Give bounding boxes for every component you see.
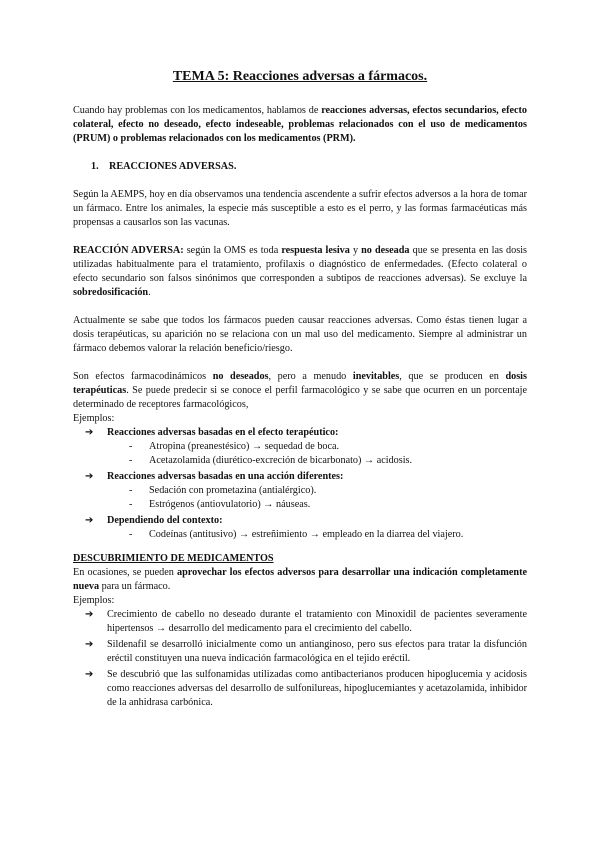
- list-item: [129, 498, 527, 512]
- paragraph-actualmente: Actualmente se sabe que todos los fármacos pueden causar reacciones adversas. Como éstas tienen lugar a dosis terapéuticas, su aparición no se relaciona con un mal uso del medicamento. Siempre al administrar un fármaco debemos valorar la relación beneficio/riesgo.: [73, 315, 527, 354]
- sub-item-text: Atropina (preanestésico) → sequedad de boca.: [149, 441, 340, 452]
- page-title: TEMA 5: Reacciones adversas a fármacos.: [172, 69, 428, 84]
- item-text: Crecimiento de cabello no deseado durante el tratamiento con Minoxidil de pacientes severamente hipertensos → desarrollo del medicamento para el crecimiento del cabello.: [107, 609, 527, 634]
- paragraph-aemps: Según la AEMPS, hoy en día observamos una tendencia ascendente a sufrir efectos adversos a la hora de tomar un fármaco. Entre los animales, la especie más susceptible a esto es el perro, y las formas farmacéuticas más propensas a causarlos son las vacunas.: [73, 189, 527, 228]
- paragraph-descubrimiento: [73, 566, 527, 594]
- arrow-bullet-icon: ➔: [85, 669, 94, 680]
- definition-text-1: según la OMS es toda: [183, 245, 282, 256]
- efectos-text-2: , pero a menudo: [268, 371, 353, 382]
- arrow-bullet-icon: ➔: [85, 639, 94, 650]
- definition-bold-2: no deseada: [361, 245, 410, 256]
- list-item: [129, 440, 527, 454]
- list-item: [129, 528, 527, 542]
- dash-bullet-icon: -: [129, 485, 133, 496]
- arrow-bullet-icon: ➔: [85, 609, 94, 620]
- group-label: Reacciones adversas basadas en una acción diferentes:: [107, 471, 344, 482]
- definition-bold-1: respuesta lesiva: [281, 245, 350, 256]
- arrow-bullet-icon: ➔: [85, 471, 94, 482]
- efectos-bold-1: no deseados: [212, 371, 269, 382]
- list-item: [85, 426, 527, 468]
- group-label: Reacciones adversas basadas en el efecto terapéutico:: [107, 427, 339, 438]
- section-heading-reacciones: [73, 160, 527, 174]
- item-text: Sildenafil se desarrolló inicialmente como un antianginoso, pero sus efectos para tratar la disfunción eréctil constituyen una nueva indicación farmacológica en el tejido eréctil.: [107, 639, 527, 664]
- section-number: 1.: [91, 161, 99, 172]
- definition-paragraph: [73, 244, 527, 300]
- examples-list: [73, 426, 527, 542]
- definition-text-4: .: [148, 287, 151, 298]
- descubrimiento-text-2: para un fármaco.: [99, 581, 171, 592]
- definition-text-3: que se presenta en las dosis utilizadas habitualmente para el tratamiento, profilaxis o diagnóstico de enfermedades. (Efecto colateral o efecto secundario son falsos sinónimos que corresponden a subtipos de reacciones adversas). Se excluye la: [73, 245, 528, 284]
- dash-bullet-icon: -: [129, 441, 133, 452]
- descubrimiento-bold-1: aprovechar los efectos adversos para desarrollar una indicación completamente nueva: [73, 567, 527, 592]
- item-text: Se descubrió que las sulfonamidas utilizadas como antibacterianos producen hipoglucemia y acidosis como reacciones adversas del desarrollo de sulfonilureas, hipoglucemiantes y acetazolamida, inhibidor de la anhidrasa carbónica.: [107, 669, 527, 708]
- intro-paragraph: [73, 104, 527, 146]
- intro-text: Cuando hay problemas con los medicamentos, hablamos de: [73, 105, 322, 116]
- section-heading-descubrimiento: DESCUBRIMIENTO DE MEDICAMENTOS: [73, 553, 274, 564]
- sub-item-text: Sedación con prometazina (antialérgico).: [149, 485, 317, 496]
- ejemplos-label: Ejemplos:: [73, 413, 115, 424]
- efectos-bold-3: dosis terapéuticas: [73, 371, 527, 396]
- spacer: [73, 544, 527, 552]
- efectos-text-3: , que se producen en: [399, 371, 506, 382]
- list-item: [129, 454, 527, 468]
- efectos-text-1: Son efectos farmacodinámicos: [73, 371, 213, 382]
- list-item: [85, 638, 527, 666]
- sub-item-text: Acetazolamida (diurético-excreción de bicarbonato) → acidosis.: [149, 455, 413, 466]
- sub-item-text: Estrógenos (antiovulatorio) → náuseas.: [149, 499, 311, 510]
- list-item: [85, 470, 527, 512]
- group-label: Dependiendo del contexto:: [107, 515, 223, 526]
- arrow-bullet-icon: ➔: [85, 427, 94, 438]
- dash-bullet-icon: -: [129, 499, 133, 510]
- sub-list: [107, 440, 527, 468]
- intro-bold-terms: reacciones adversas, efectos secundarios, efecto colateral, efecto no deseado, efecto indeseable, problemas relacionados con el uso de medicamentos (PRUM) o problemas relacionados con los medicamentos (PRM).: [73, 105, 528, 144]
- paragraph-efectos: [73, 370, 527, 412]
- sub-list: [107, 528, 527, 542]
- definition-bold-3: sobredosificación: [73, 287, 149, 298]
- list-item: [85, 608, 527, 636]
- efectos-text-4: . Se puede predecir si se conoce el perfil farmacológico y se sabe que ocurren en un porcentaje determinado de receptores farmacológicos,: [73, 385, 527, 410]
- sub-list: [107, 484, 527, 512]
- arrow-bullet-icon: ➔: [85, 515, 94, 526]
- ejemplos-label-2: Ejemplos:: [73, 595, 115, 606]
- sub-item-text: Codeínas (antitusivo) → estreñimiento → empleado en la diarrea del viajero.: [149, 529, 464, 540]
- list-item: [129, 484, 527, 498]
- section-title: REACCIONES ADVERSAS.: [109, 161, 237, 172]
- discovery-examples-list: [73, 608, 527, 710]
- list-item: [85, 668, 527, 710]
- efectos-bold-2: inevitables: [352, 371, 400, 382]
- dash-bullet-icon: -: [129, 529, 133, 540]
- descubrimiento-text-1: En ocasiones, se pueden: [73, 567, 178, 578]
- dash-bullet-icon: -: [129, 455, 133, 466]
- definition-text-2: y: [349, 245, 362, 256]
- list-item: [85, 514, 527, 542]
- definition-term: REACCIÓN ADVERSA:: [73, 245, 184, 256]
